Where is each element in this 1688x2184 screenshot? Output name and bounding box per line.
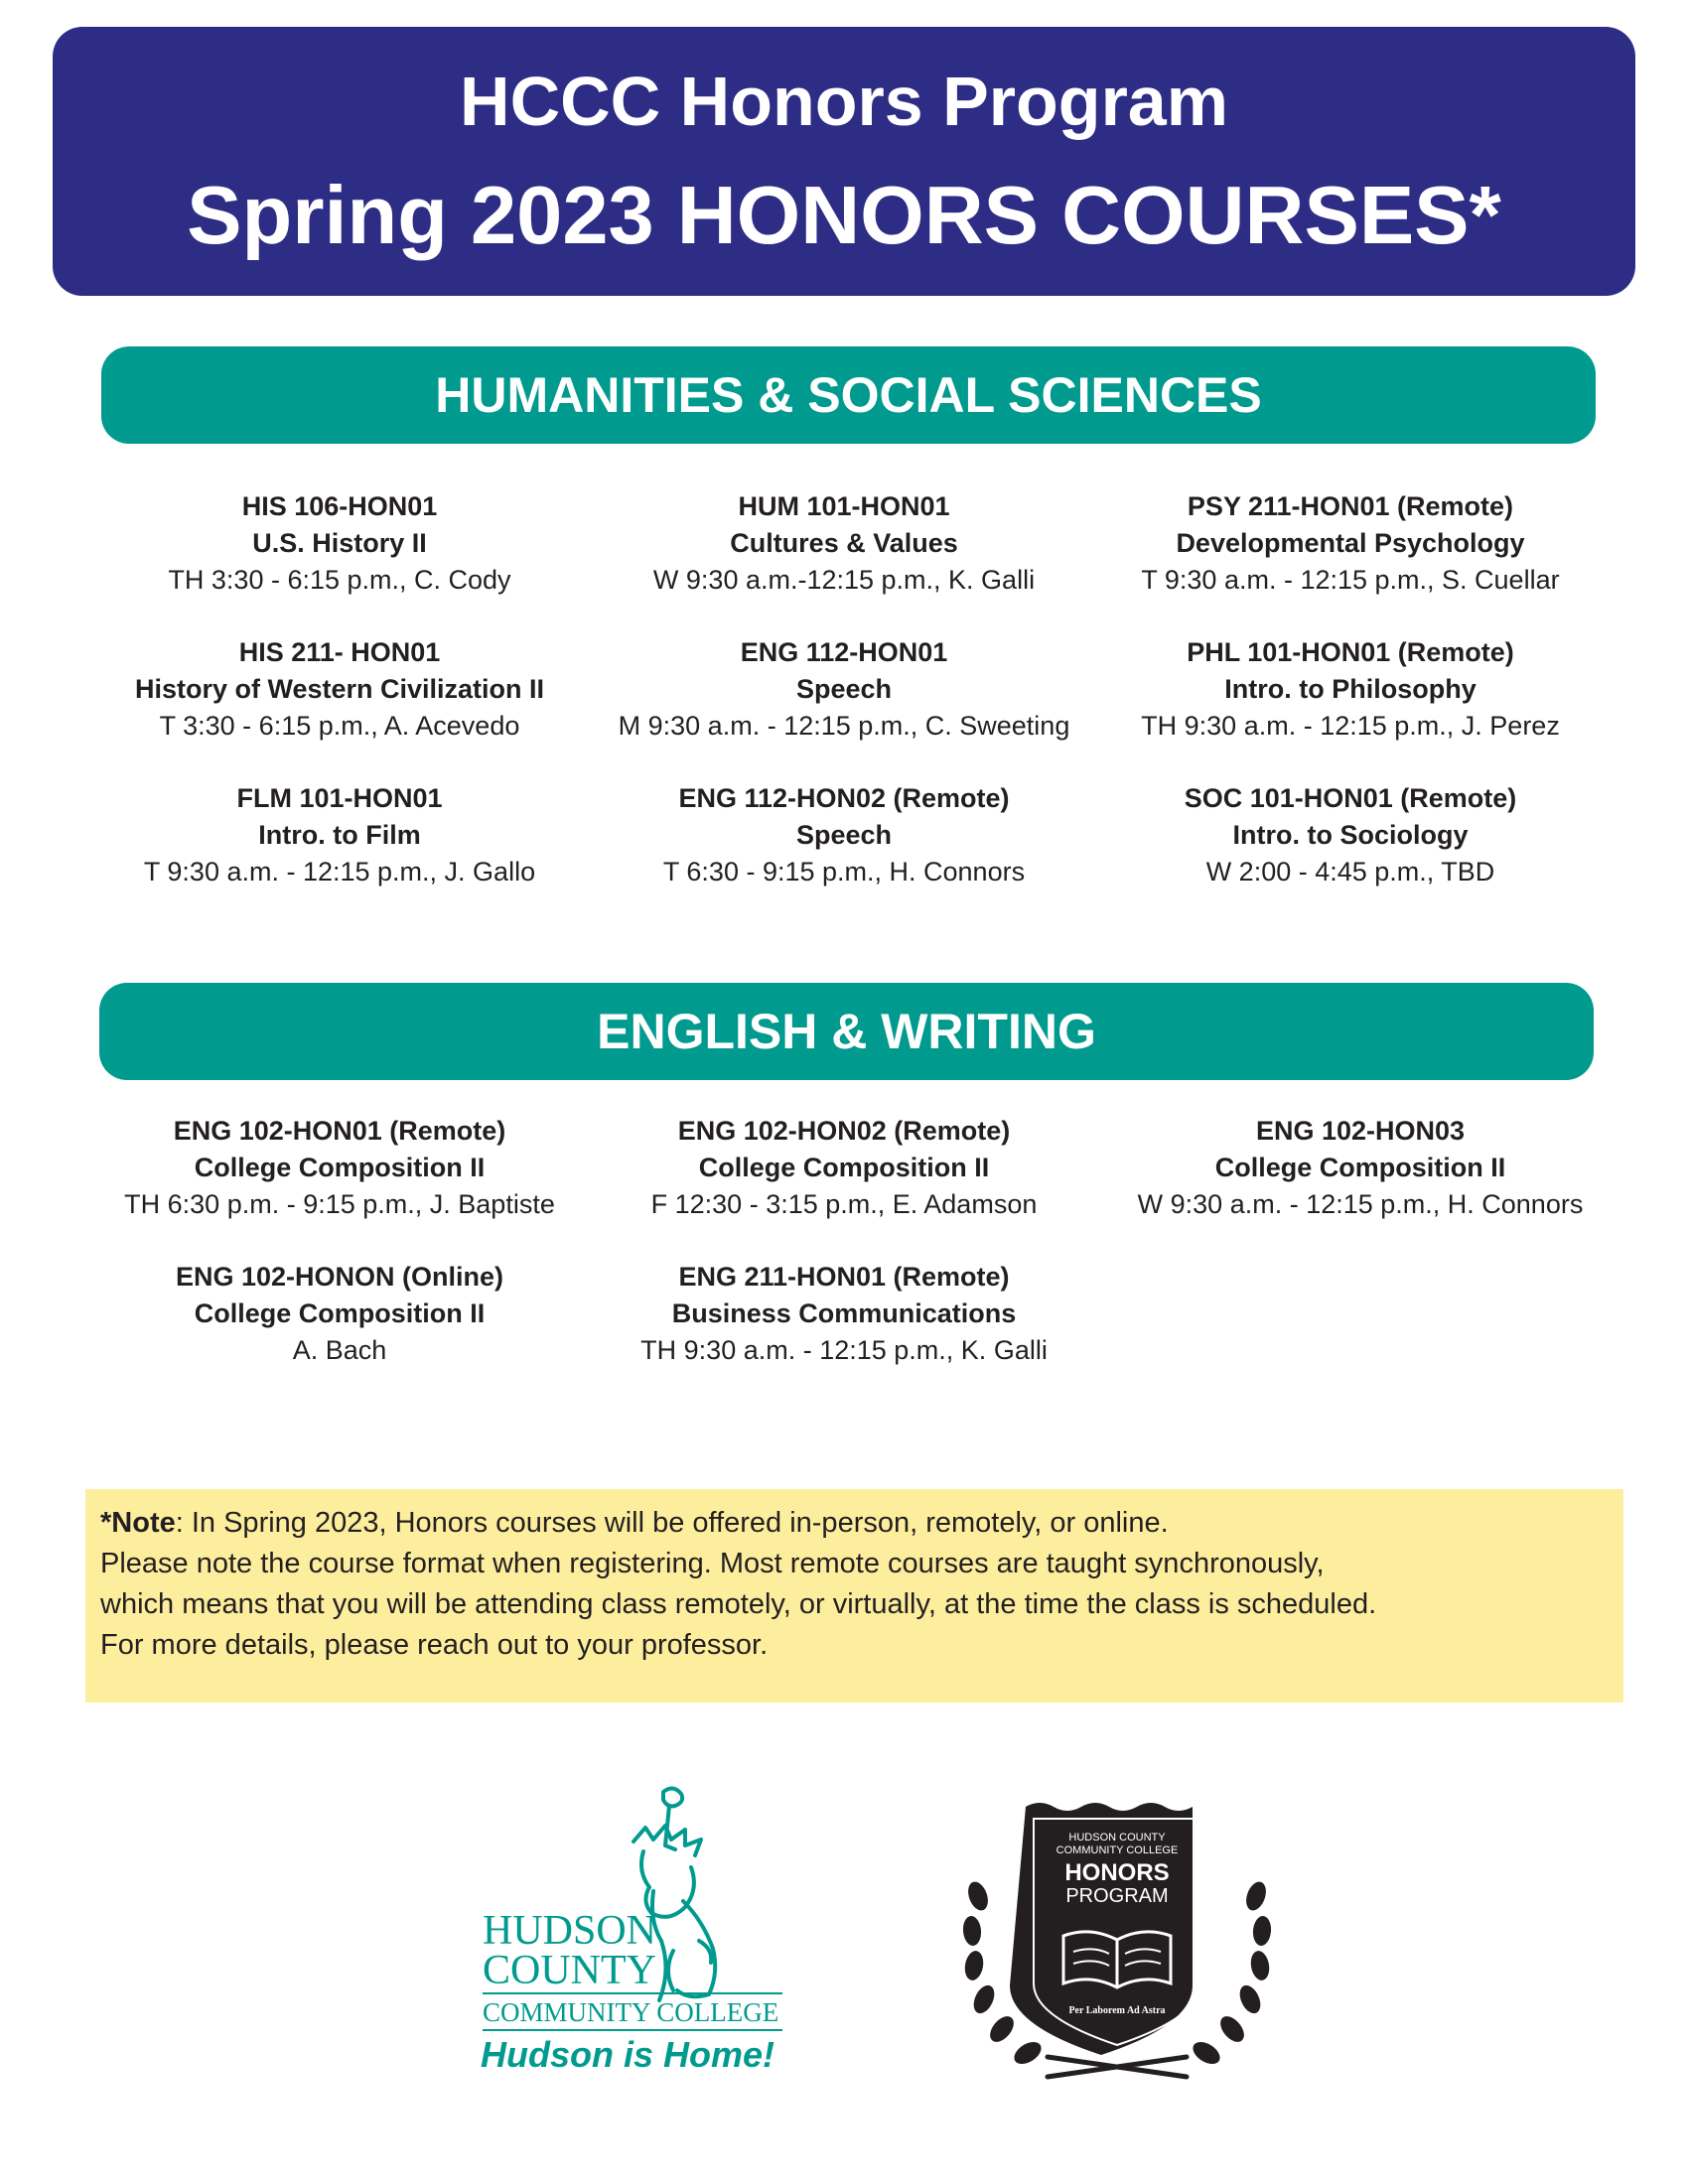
course-title: College Composition II	[194, 1298, 486, 1328]
course-code: SOC 101-HON01 (Remote)	[1184, 783, 1517, 813]
course-title: Cultures & Values	[730, 528, 958, 558]
course-schedule: T 9:30 a.m. - 12:15 p.m., S. Cuellar	[1141, 565, 1560, 595]
note-line-4: For more details, please reach out to your professor.	[100, 1629, 769, 1661]
course-schedule: W 9:30 a.m.-12:15 p.m., K. Galli	[652, 565, 1036, 595]
course-code: PHL 101-HON01 (Remote)	[1187, 637, 1514, 667]
course-title: Speech	[795, 674, 893, 704]
course-code: ENG 112-HON01	[740, 637, 948, 667]
course-title: Intro. to Philosophy	[1224, 674, 1477, 704]
course-code: ENG 211-HON01 (Remote)	[678, 1262, 1010, 1292]
course-entry	[586, 1113, 1102, 1223]
note-label: *Note	[100, 1507, 176, 1539]
seal-line-4: PROGRAM	[1065, 1885, 1169, 1907]
hccc-logo-line-3: COMMUNITY COLLEGE	[483, 1997, 779, 2027]
course-schedule: T 6:30 - 9:15 p.m., H. Connors	[662, 857, 1026, 887]
program-title: HCCC Honors Program	[460, 63, 1228, 140]
course-code: HIS 211- HON01	[238, 637, 441, 667]
course-entry	[586, 488, 1102, 599]
course-title: Intro. to Sociology	[1232, 820, 1469, 850]
course-entry	[1102, 1113, 1618, 1223]
course-title: College Composition II	[698, 1153, 990, 1182]
courses-title: Spring 2023 HONORS COURSES*	[187, 169, 1501, 261]
note-line-3: which means that you will be attending class remotely, or virtually, at the time the class is scheduled.	[100, 1588, 1377, 1620]
course-schedule: F 12:30 - 3:15 p.m., E. Adamson	[650, 1189, 1038, 1219]
course-code: ENG 102-HON03	[1255, 1116, 1466, 1146]
note-line-1	[100, 1503, 1623, 1544]
course-title: College Composition II	[194, 1153, 486, 1182]
course-entry	[81, 1259, 598, 1369]
humanities-heading: HUMANITIES & SOCIAL SCIENCES	[101, 346, 1596, 444]
course-code: ENG 102-HONON (Online)	[175, 1262, 504, 1292]
note-text: : In Spring 2023, Honors courses will be offered in-person, remotely, or online.	[175, 1507, 1169, 1539]
course-schedule: T 3:30 - 6:15 p.m., A. Acevedo	[159, 711, 520, 741]
course-entry	[81, 780, 598, 890]
english-heading: ENGLISH & WRITING	[99, 983, 1594, 1080]
course-entry	[81, 634, 598, 745]
course-title: Business Communications	[671, 1298, 1017, 1328]
course-schedule: A. Bach	[292, 1335, 387, 1365]
hccc-logo-line-1: HUDSON	[483, 1908, 657, 1954]
course-title: U.S. History II	[252, 528, 427, 558]
course-code: PSY 211-HON01 (Remote)	[1187, 491, 1514, 521]
course-schedule: W 9:30 a.m. - 12:15 p.m., H. Connors	[1137, 1189, 1584, 1219]
course-entry	[1092, 634, 1609, 745]
format-note	[85, 1489, 1623, 1703]
course-entry	[586, 780, 1102, 890]
course-entry	[1092, 488, 1609, 599]
course-title: Intro. to Film	[258, 820, 421, 850]
seal-line-3: HONORS	[1064, 1859, 1170, 1886]
course-entry	[81, 488, 598, 599]
course-schedule: TH 9:30 a.m. - 12:15 p.m., J. Perez	[1141, 711, 1560, 741]
course-schedule: M 9:30 a.m. - 12:15 p.m., C. Sweeting	[618, 711, 1070, 741]
course-title: Developmental Psychology	[1176, 528, 1525, 558]
course-schedule: TH 9:30 a.m. - 12:15 p.m., K. Galli	[640, 1335, 1048, 1365]
course-code: ENG 112-HON02 (Remote)	[678, 783, 1010, 813]
honors-program-seal	[948, 1797, 1286, 2095]
course-title: Speech	[795, 820, 893, 850]
course-schedule: TH 3:30 - 6:15 p.m., C. Cody	[168, 565, 511, 595]
course-schedule: T 9:30 a.m. - 12:15 p.m., J. Gallo	[143, 857, 536, 887]
course-code: ENG 102-HON02 (Remote)	[677, 1116, 1011, 1146]
course-code: ENG 102-HON01 (Remote)	[173, 1116, 506, 1146]
course-code: HIS 106-HON01	[241, 491, 438, 521]
hccc-logo-line-2: COUNTY	[483, 1948, 656, 1993]
course-schedule: TH 6:30 p.m. - 9:15 p.m., J. Baptiste	[124, 1189, 555, 1219]
course-title: History of Western Civilization II	[134, 674, 545, 704]
course-schedule: W 2:00 - 4:45 p.m., TBD	[1205, 857, 1495, 887]
hccc-logo	[475, 1782, 802, 2080]
course-entry	[586, 634, 1102, 745]
note-line-2: Please note the course format when registering. Most remote courses are taught synchronously,	[100, 1548, 1325, 1579]
crossed-ribbon-icon	[1048, 2057, 1187, 2077]
course-code: FLM 101-HON01	[236, 783, 443, 813]
course-entry	[1092, 780, 1609, 890]
page-header	[53, 27, 1635, 296]
seal-motto: Per Laborem Ad Astra	[1068, 2005, 1166, 2016]
seal-line-2: COMMUNITY COLLEGE	[1055, 1844, 1179, 1856]
hccc-logo-tagline: Hudson is Home!	[481, 2034, 775, 2075]
seal-line-1: HUDSON COUNTY	[1068, 1832, 1166, 1843]
course-entry	[81, 1113, 598, 1223]
course-title: College Composition II	[1214, 1153, 1506, 1182]
course-entry	[586, 1259, 1102, 1369]
course-code: HUM 101-HON01	[738, 491, 950, 521]
